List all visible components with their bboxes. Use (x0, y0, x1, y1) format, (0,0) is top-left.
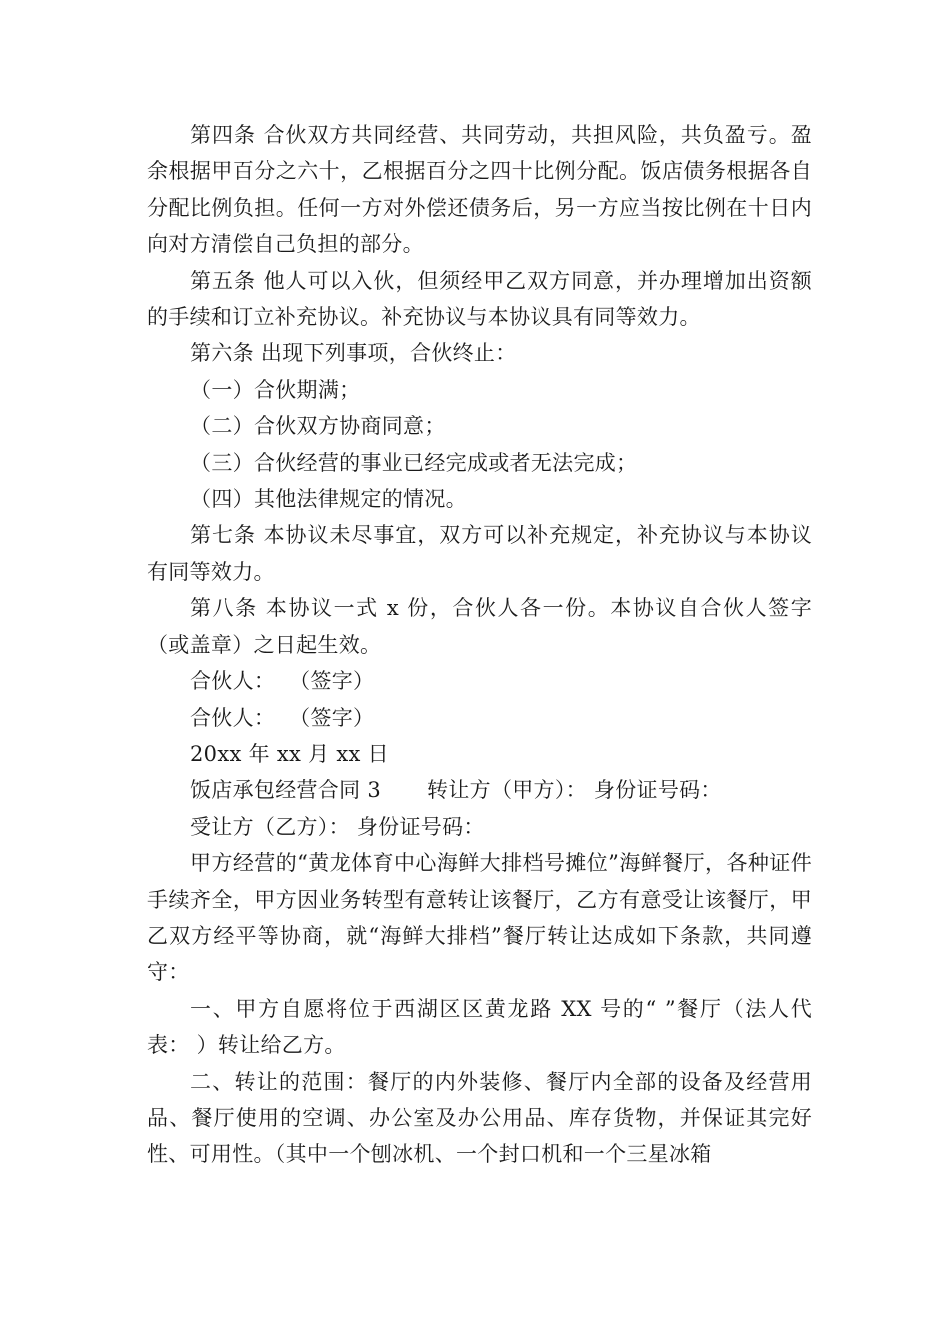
contract-intro: 甲方经营的“黄龙体育中心海鲜大排档号摊位”海鲜餐厅，各种证件手续齐全，甲方因业务转型有意转让该餐厅，乙方有意受让该餐厅，甲乙双方经平等协商，就“海鲜大排档”餐厅转让达成如下条款，共同遵守： (147, 851, 812, 985)
article-6: 第六条 出现下列事项，合伙终止： (190, 341, 517, 366)
article-8: 第八条 本协议一式 x 份，合伙人各一份。本协议自合伙人签字（或盖章）之日起生效。 (147, 596, 812, 657)
signature-value: （签字） (289, 669, 375, 694)
signature-value: （签字） (289, 705, 375, 730)
article-7: 第七条 本协议未尽事宜，双方可以补充规定，补充协议与本协议有同等效力。 (147, 523, 812, 584)
article-4: 第四条 合伙双方共同经营、共同劳动，共担风险，共负盈亏。盈余根据甲百分之六十，乙根据百分之四十比例分配。饭店债务根据各自分配比例负担。任何一方对外偿还债务后，另一方应当按比例在十日内向对方清偿自己负担的部分。 (147, 123, 812, 257)
list-item: （二）合伙双方协商同意； (190, 414, 446, 439)
signature-label: 合伙人： (190, 669, 276, 694)
clause-1: 一、甲方自愿将位于西湖区区黄龙路 XX 号的“ ”餐厅（法人代表： ）转让给乙方。 (147, 996, 812, 1058)
document-body (147, 117, 812, 1173)
list-item: （四）其他法律规定的情况。 (190, 487, 467, 512)
transferor-line: 转让方（甲方）： 身份证号码： (427, 778, 722, 803)
signature-line-1 (147, 663, 812, 699)
clause-2: 二、转让的范围：餐厅的内外装修、餐厅内全部的设备及经营用品、餐厅使用的空调、办公室及办公用品、库存货物，并保证其完好性、可用性。（其中一个刨冰机、一个封口机和一个三星冰箱 (147, 1069, 812, 1167)
article-5: 第五条 他人可以入伙，但须经甲乙双方同意，并办理增加出资额的手续和订立补充协议。补充协议与本协议具有同等效力。 (147, 268, 812, 330)
transferee-line: 受让方（乙方）： 身份证号码： (190, 814, 485, 839)
contract-title: 饭店承包经营合同 3 (190, 778, 382, 803)
signature-label: 合伙人： (190, 705, 276, 730)
list-item: （一）合伙期满； (190, 377, 361, 402)
signature-line-2 (147, 700, 812, 736)
contract-title-line (147, 772, 812, 808)
list-item: （三）合伙经营的事业已经完成或者无法完成； (190, 450, 638, 475)
date-line: 20xx 年 xx 月 xx 日 (190, 741, 389, 766)
